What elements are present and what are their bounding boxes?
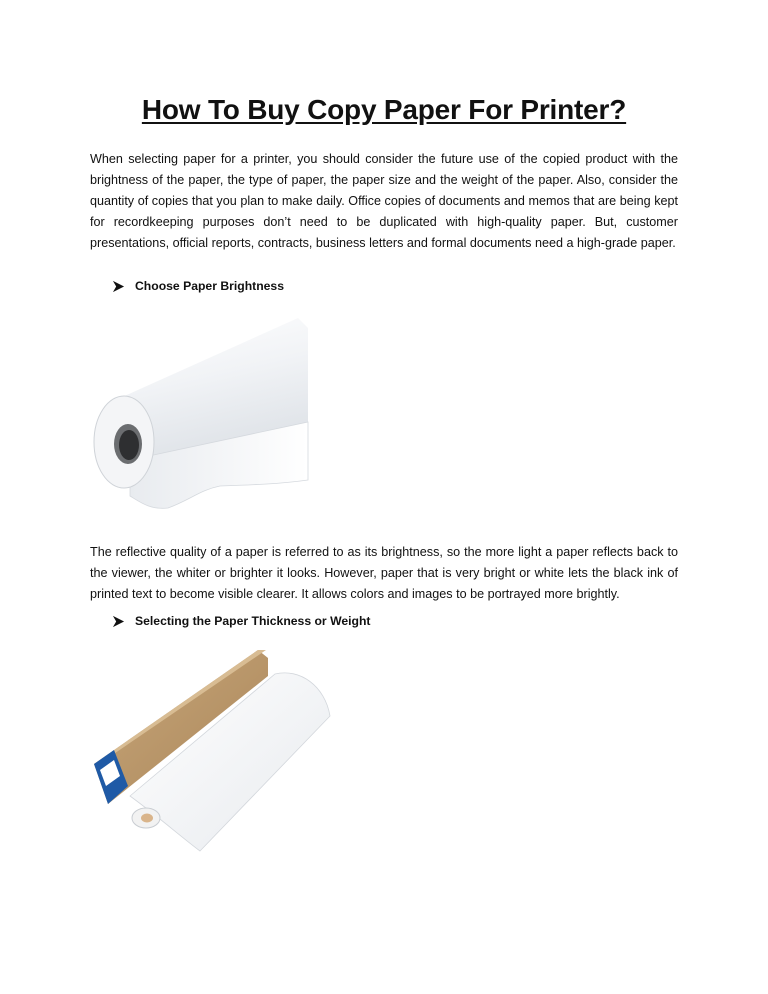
boxed-paper-roll-image	[90, 646, 332, 886]
page-title: How To Buy Copy Paper For Printer?	[141, 94, 627, 125]
white-paper-roll-image	[90, 310, 310, 530]
bullet-choose-paper-brightness	[112, 279, 284, 293]
bullet-label: Choose Paper Brightness	[135, 279, 284, 293]
intro-paragraph: When selecting paper for a printer, you should consider the future use of the copied product with the brightness of the paper, the type of paper, the paper size and the weight of the paper. Also, consider the quantity of copies that you plan to make daily. Office copies of documents and memos that are being kept for recordkeeping purposes don’t need to be duplicated with high-quality paper. But, customer presentations, official reports, contracts, business letters and formal documents need a high-grade paper.	[90, 152, 678, 250]
arrowhead-bullet-icon	[112, 280, 125, 293]
brightness-paragraph: The reflective quality of a paper is referred to as its brightness, so the more light a paper reflects back to the viewer, the whiter or brighter it looks. However, paper that is very bright or white lets the black ink of printed text to become visible clearer. It allows colors and images to be portrayed more brightly.	[90, 545, 678, 601]
bullet-label: Selecting the Paper Thickness or Weight	[135, 614, 371, 628]
bullet-selecting-paper-thickness	[112, 614, 370, 628]
arrowhead-bullet-icon	[112, 615, 125, 628]
